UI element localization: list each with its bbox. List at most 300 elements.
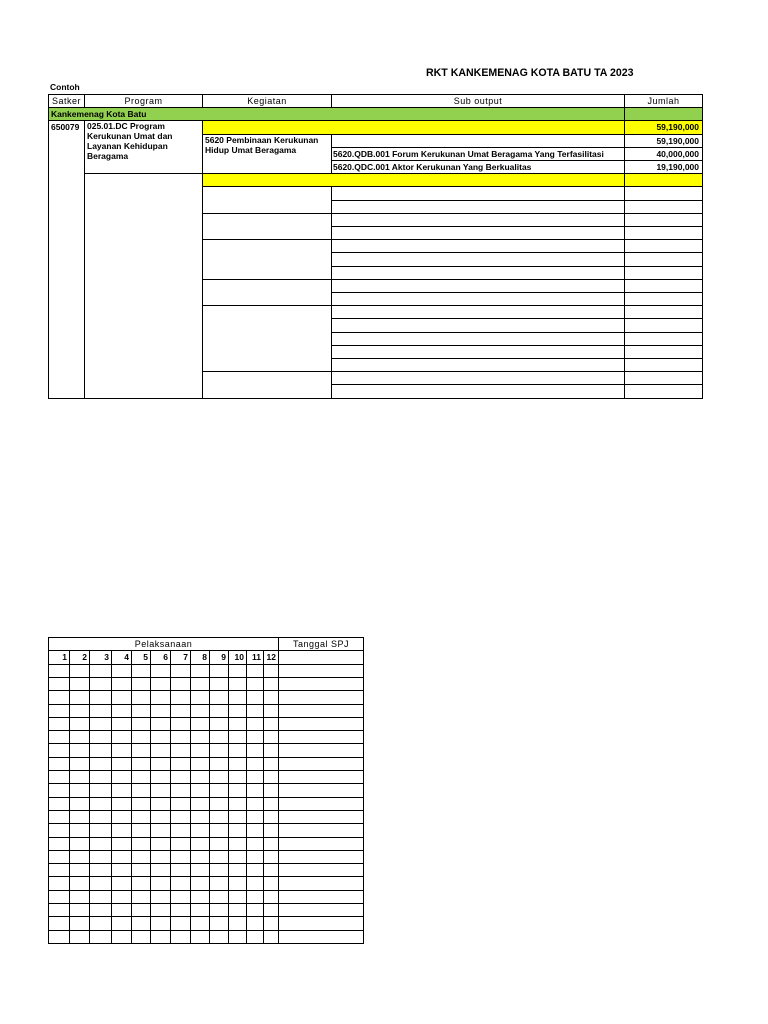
satker-cell <box>48 120 85 399</box>
month-cell <box>48 677 70 691</box>
month-cell <box>228 810 247 824</box>
tanggal-spj-cell <box>278 797 364 811</box>
kegiatan-cell <box>202 134 332 174</box>
month-cell <box>170 930 191 944</box>
kegiatan-cell <box>202 239 332 280</box>
month-cell <box>89 916 112 931</box>
sub-output-cell <box>331 213 625 227</box>
month-cell <box>209 677 229 691</box>
month-cell <box>246 837 264 851</box>
month-cell <box>190 850 210 864</box>
tanggal-spj-cell <box>278 677 364 691</box>
month-cell <box>190 704 210 718</box>
month-cell <box>111 757 132 771</box>
month-cell <box>170 743 191 758</box>
month-cell <box>69 823 90 838</box>
example-label: Contoh <box>50 82 80 92</box>
month-cell <box>131 677 151 691</box>
tanggal-spj-cell <box>278 743 364 758</box>
month-number: 9 <box>221 652 226 662</box>
month-cell <box>69 850 90 864</box>
tanggal-spj-cell <box>278 770 364 784</box>
month-cell <box>131 664 151 678</box>
month-cell <box>246 863 264 877</box>
month-cell <box>263 810 279 824</box>
tanggal-spj-cell <box>278 730 364 744</box>
month-cell <box>48 730 70 744</box>
unit-name: Kankemenag Kota Batu <box>51 109 147 119</box>
header-sub-output <box>331 94 625 108</box>
month-cell <box>246 717 264 731</box>
month-cell <box>69 743 90 758</box>
header-sub-output-label: Sub output <box>453 96 503 106</box>
document-title: RKT KANKEMENAG KOTA BATU TA 2023 <box>426 67 634 79</box>
month-cell <box>150 783 171 798</box>
month-cell <box>48 783 70 798</box>
month-cell <box>131 916 151 931</box>
month-cell <box>246 916 264 931</box>
month-cell <box>190 823 210 838</box>
program-name: 025.01.DC Program Kerukunan Umat dan Layanan Kehidupan Beragama <box>87 121 173 161</box>
month-cell <box>209 717 229 731</box>
month-cell <box>89 743 112 758</box>
month-cell <box>89 770 112 784</box>
kegiatan-cell <box>202 371 332 399</box>
program-cell <box>84 120 203 174</box>
month-cell <box>150 704 171 718</box>
month-cell <box>190 743 210 758</box>
month-cell <box>263 677 279 691</box>
month-cell <box>170 797 191 811</box>
jumlah-cell <box>624 147 703 161</box>
month-cell <box>246 876 264 891</box>
satker-code: 650079 <box>51 122 80 132</box>
header-jumlah-label: Jumlah <box>647 96 680 106</box>
month-cell <box>150 916 171 931</box>
month-cell <box>111 677 132 691</box>
program-total: 59,190,000 <box>656 122 699 132</box>
month-cell <box>150 690 171 705</box>
month-cell <box>48 863 70 877</box>
month-cell <box>246 903 264 917</box>
month-cell <box>263 823 279 838</box>
month-number: 6 <box>163 652 168 662</box>
month-cell <box>131 823 151 838</box>
month-cell <box>89 677 112 691</box>
month-cell <box>150 797 171 811</box>
jumlah-cell <box>624 200 703 214</box>
jumlah-cell <box>624 239 703 253</box>
month-cell <box>228 863 247 877</box>
month-cell <box>246 730 264 744</box>
month-cell <box>48 837 70 851</box>
header-kegiatan <box>202 94 332 108</box>
month-header <box>111 650 132 665</box>
sub-output-cell <box>331 147 625 161</box>
month-header <box>131 650 151 665</box>
month-cell <box>131 810 151 824</box>
month-cell <box>246 850 264 864</box>
tanggal-spj-cell <box>278 717 364 731</box>
month-cell <box>69 770 90 784</box>
month-cell <box>69 717 90 731</box>
month-cell <box>228 797 247 811</box>
month-cell <box>111 810 132 824</box>
month-cell <box>89 717 112 731</box>
sub-output-cell <box>331 332 625 346</box>
month-cell <box>150 837 171 851</box>
month-cell <box>228 930 247 944</box>
tanggal-spj-cell <box>278 903 364 917</box>
month-cell <box>69 690 90 705</box>
header-tanggal-spj-label: Tanggal SPJ <box>292 639 350 649</box>
jumlah-cell <box>624 266 703 280</box>
unit-row <box>48 107 625 121</box>
month-cell <box>209 837 229 851</box>
month-cell <box>111 770 132 784</box>
month-cell <box>170 863 191 877</box>
kegiatan-cell <box>202 305 332 372</box>
month-cell <box>228 717 247 731</box>
month-cell <box>48 690 70 705</box>
month-number: 4 <box>124 652 129 662</box>
month-cell <box>246 664 264 678</box>
month-cell <box>228 850 247 864</box>
month-cell <box>111 730 132 744</box>
month-cell <box>228 903 247 917</box>
header-program-label: Program <box>124 96 163 106</box>
month-cell <box>263 757 279 771</box>
sub-output-cell <box>331 371 625 385</box>
month-cell <box>89 664 112 678</box>
month-number: 3 <box>104 652 109 662</box>
month-cell <box>263 730 279 744</box>
month-cell <box>209 664 229 678</box>
month-cell <box>150 876 171 891</box>
month-cell <box>170 903 191 917</box>
header-pelaksanaan <box>48 637 279 651</box>
month-cell <box>69 916 90 931</box>
month-cell <box>48 890 70 904</box>
month-cell <box>48 876 70 891</box>
sub-output-cell <box>331 345 625 359</box>
month-cell <box>263 743 279 758</box>
month-cell <box>263 850 279 864</box>
header-satker-label: Satker <box>51 96 81 106</box>
month-cell <box>263 903 279 917</box>
sub-output-name: 5620.QDB.001 Forum Kerukunan Umat Beragama Yang Terfasilitasi <box>333 149 604 159</box>
kegiatan-cell <box>202 279 332 306</box>
month-cell <box>131 930 151 944</box>
month-number: 12 <box>266 652 276 662</box>
month-cell <box>69 863 90 877</box>
month-header <box>190 650 210 665</box>
header-kegiatan-label: Kegiatan <box>247 96 287 106</box>
sub-output-cell <box>331 358 625 372</box>
month-cell <box>190 903 210 917</box>
month-cell <box>209 730 229 744</box>
month-cell <box>150 890 171 904</box>
jumlah-cell <box>624 160 703 174</box>
month-cell <box>131 770 151 784</box>
kegiatan-total: 59,190,000 <box>656 136 699 146</box>
month-cell <box>48 930 70 944</box>
month-cell <box>131 717 151 731</box>
program-total-row <box>202 120 625 135</box>
month-cell <box>111 743 132 758</box>
month-cell <box>131 743 151 758</box>
month-cell <box>263 930 279 944</box>
month-cell <box>190 797 210 811</box>
month-cell <box>209 863 229 877</box>
sub-output-cell <box>331 279 625 293</box>
month-cell <box>131 690 151 705</box>
month-cell <box>190 890 210 904</box>
month-cell <box>89 890 112 904</box>
month-cell <box>150 770 171 784</box>
sub-output-cell <box>331 239 625 253</box>
month-cell <box>228 876 247 891</box>
month-cell <box>263 863 279 877</box>
sub-output-cell <box>331 384 625 399</box>
month-cell <box>150 930 171 944</box>
month-cell <box>228 916 247 931</box>
month-cell <box>111 690 132 705</box>
month-cell <box>170 783 191 798</box>
sub-output-cell <box>331 292 625 306</box>
month-cell <box>89 930 112 944</box>
month-cell <box>131 783 151 798</box>
month-number: 11 <box>252 652 261 662</box>
month-cell <box>228 677 247 691</box>
month-cell <box>48 903 70 917</box>
month-cell <box>69 930 90 944</box>
month-number: 2 <box>82 652 87 662</box>
month-cell <box>111 704 132 718</box>
month-cell <box>48 717 70 731</box>
month-cell <box>48 743 70 758</box>
month-cell <box>131 890 151 904</box>
jumlah-cell <box>624 305 703 319</box>
sub-output-jumlah: 19,190,000 <box>656 162 699 172</box>
month-cell <box>89 837 112 851</box>
month-cell <box>69 890 90 904</box>
month-cell <box>111 783 132 798</box>
month-cell <box>131 876 151 891</box>
month-cell <box>228 704 247 718</box>
month-cell <box>89 863 112 877</box>
month-cell <box>190 690 210 705</box>
month-cell <box>69 810 90 824</box>
month-cell <box>170 757 191 771</box>
month-cell <box>190 863 210 877</box>
jumlah-cell <box>624 292 703 306</box>
month-cell <box>209 903 229 917</box>
month-cell <box>48 704 70 718</box>
tanggal-spj-cell <box>278 810 364 824</box>
month-cell <box>263 876 279 891</box>
month-cell <box>170 690 191 705</box>
month-cell <box>228 837 247 851</box>
month-cell <box>190 876 210 891</box>
month-cell <box>150 903 171 917</box>
month-cell <box>209 876 229 891</box>
tanggal-spj-cell <box>278 850 364 864</box>
month-cell <box>209 690 229 705</box>
month-cell <box>111 903 132 917</box>
month-cell <box>246 823 264 838</box>
month-cell <box>170 730 191 744</box>
month-cell <box>190 664 210 678</box>
month-cell <box>228 730 247 744</box>
month-cell <box>131 704 151 718</box>
jumlah-cell <box>624 358 703 372</box>
jumlah-cell <box>624 345 703 359</box>
month-cell <box>48 916 70 931</box>
month-header <box>209 650 229 665</box>
month-cell <box>131 850 151 864</box>
tanggal-spj-cell <box>278 890 364 904</box>
month-header <box>170 650 191 665</box>
month-cell <box>170 677 191 691</box>
month-cell <box>228 770 247 784</box>
month-cell <box>209 797 229 811</box>
month-cell <box>131 837 151 851</box>
jumlah-cell <box>624 332 703 346</box>
month-cell <box>150 677 171 691</box>
program-total-row <box>202 173 625 187</box>
sub-output-cell <box>331 200 625 214</box>
month-cell <box>170 770 191 784</box>
month-header <box>89 650 112 665</box>
month-cell <box>170 890 191 904</box>
month-cell <box>131 730 151 744</box>
month-cell <box>190 930 210 944</box>
month-cell <box>190 730 210 744</box>
month-cell <box>150 664 171 678</box>
month-cell <box>170 850 191 864</box>
sub-output-cell <box>331 160 625 174</box>
month-cell <box>170 664 191 678</box>
month-cell <box>111 837 132 851</box>
month-cell <box>89 850 112 864</box>
month-cell <box>263 837 279 851</box>
sub-output-name: 5620.QDC.001 Aktor Kerukunan Yang Berkualitas <box>333 162 532 172</box>
jumlah-cell <box>624 371 703 385</box>
jumlah-cell <box>624 226 703 240</box>
month-cell <box>131 903 151 917</box>
month-cell <box>170 704 191 718</box>
month-cell <box>263 890 279 904</box>
month-cell <box>150 850 171 864</box>
month-cell <box>246 810 264 824</box>
jumlah-cell <box>624 279 703 293</box>
month-cell <box>111 890 132 904</box>
tanggal-spj-cell <box>278 823 364 838</box>
kegiatan-name: 5620 Pembinaan Kerukunan Hidup Umat Beragama <box>205 135 319 155</box>
month-cell <box>246 704 264 718</box>
month-header <box>263 650 279 665</box>
tanggal-spj-cell <box>278 930 364 944</box>
month-cell <box>209 890 229 904</box>
month-cell <box>48 797 70 811</box>
month-cell <box>246 783 264 798</box>
header-satker <box>48 94 85 108</box>
month-cell <box>69 757 90 771</box>
tanggal-spj-cell <box>278 757 364 771</box>
month-cell <box>190 916 210 931</box>
month-cell <box>209 823 229 838</box>
month-cell <box>263 717 279 731</box>
month-cell <box>170 876 191 891</box>
month-cell <box>150 810 171 824</box>
tanggal-spj-cell <box>278 916 364 931</box>
month-cell <box>111 930 132 944</box>
month-cell <box>131 757 151 771</box>
month-cell <box>263 797 279 811</box>
month-cell <box>111 863 132 877</box>
month-number: 5 <box>143 652 148 662</box>
kegiatan-total-cell <box>624 134 703 148</box>
sub-output-cell <box>331 318 625 333</box>
sub-output-jumlah: 40,000,000 <box>656 149 699 159</box>
month-cell <box>150 730 171 744</box>
month-cell <box>69 664 90 678</box>
month-cell <box>170 717 191 731</box>
month-cell <box>246 677 264 691</box>
month-cell <box>246 770 264 784</box>
month-cell <box>89 730 112 744</box>
month-cell <box>246 743 264 758</box>
month-cell <box>209 743 229 758</box>
month-cell <box>209 757 229 771</box>
month-cell <box>246 690 264 705</box>
month-cell <box>209 704 229 718</box>
month-cell <box>170 810 191 824</box>
month-cell <box>190 717 210 731</box>
month-cell <box>209 770 229 784</box>
month-cell <box>209 810 229 824</box>
tanggal-spj-cell <box>278 876 364 891</box>
month-cell <box>150 717 171 731</box>
jumlah-cell <box>624 213 703 227</box>
month-cell <box>48 664 70 678</box>
month-number: 1 <box>62 652 67 662</box>
month-cell <box>209 930 229 944</box>
month-cell <box>190 783 210 798</box>
month-cell <box>190 810 210 824</box>
month-cell <box>263 704 279 718</box>
month-cell <box>246 890 264 904</box>
month-header <box>228 650 247 665</box>
month-cell <box>48 757 70 771</box>
month-cell <box>190 757 210 771</box>
month-cell <box>111 916 132 931</box>
month-number: 10 <box>234 652 244 662</box>
month-cell <box>170 823 191 838</box>
month-cell <box>246 757 264 771</box>
jumlah-cell <box>624 318 703 333</box>
month-cell <box>111 850 132 864</box>
header-pelaksanaan-label: Pelaksanaan <box>134 639 193 649</box>
month-cell <box>89 757 112 771</box>
program-total-cell <box>624 120 703 135</box>
month-cell <box>69 837 90 851</box>
month-header <box>246 650 264 665</box>
month-cell <box>228 690 247 705</box>
month-cell <box>111 876 132 891</box>
month-cell <box>263 664 279 678</box>
